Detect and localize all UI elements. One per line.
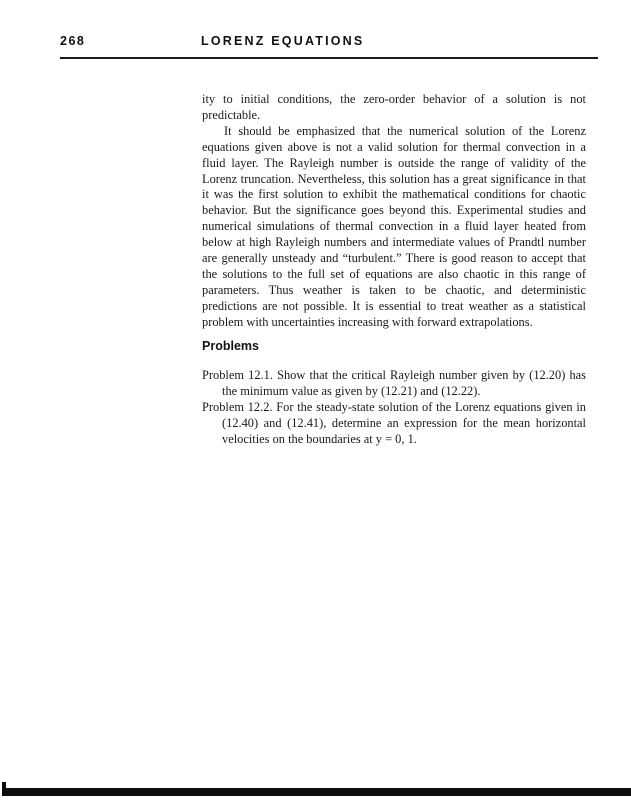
bottom-rule <box>2 788 631 796</box>
body-text <box>202 92 586 331</box>
problem-item: Problem 12.1. Show that the critical Rayleigh number given by (12.20) has the minimum value as given by (12.21) and (12.22). <box>202 368 586 398</box>
header-rule <box>60 57 598 59</box>
page-number: 268 <box>60 34 86 48</box>
paragraph: It should be emphasized that the numerical solution of the Lorenz equations given above is not a valid solution for thermal convection in a fluid layer. The Rayleigh number is outside the range of validity of the Lorenz truncation. Nevertheless, this solution has a great significance in that it was the first solution to exhibit the mathematical conditions for chaotic behavior. But the significance goes beyond this. Experimental studies and numerical simulations of thermal convection in a fluid layer heated from below at high Rayleigh numbers and intermediate values of Prandtl number are generally unsteady and “turbulent.” There is good reason to accept that the solutions to the full set of equations are also chaotic in this range of parameters. Thus weather is taken to be chaotic, and deterministic predictions are not possible. It is essential to treat weather as a statistical problem with uncertainties increasing with forward extrapolations. <box>202 123 586 329</box>
section-heading-problems: Problems <box>202 339 259 353</box>
running-head <box>60 34 600 50</box>
paragraph: ity to initial conditions, the zero-order behavior of a solution is not predictable. <box>202 92 586 122</box>
problem-item: Problem 12.2. For the steady-state solution of the Lorenz equations given in (12.40) and (12.41), determine an expression for the mean horizontal velocities on the boundaries at y = 0, 1. <box>202 399 586 446</box>
problems-list <box>202 368 586 448</box>
chapter-title: LORENZ EQUATIONS <box>201 34 365 48</box>
